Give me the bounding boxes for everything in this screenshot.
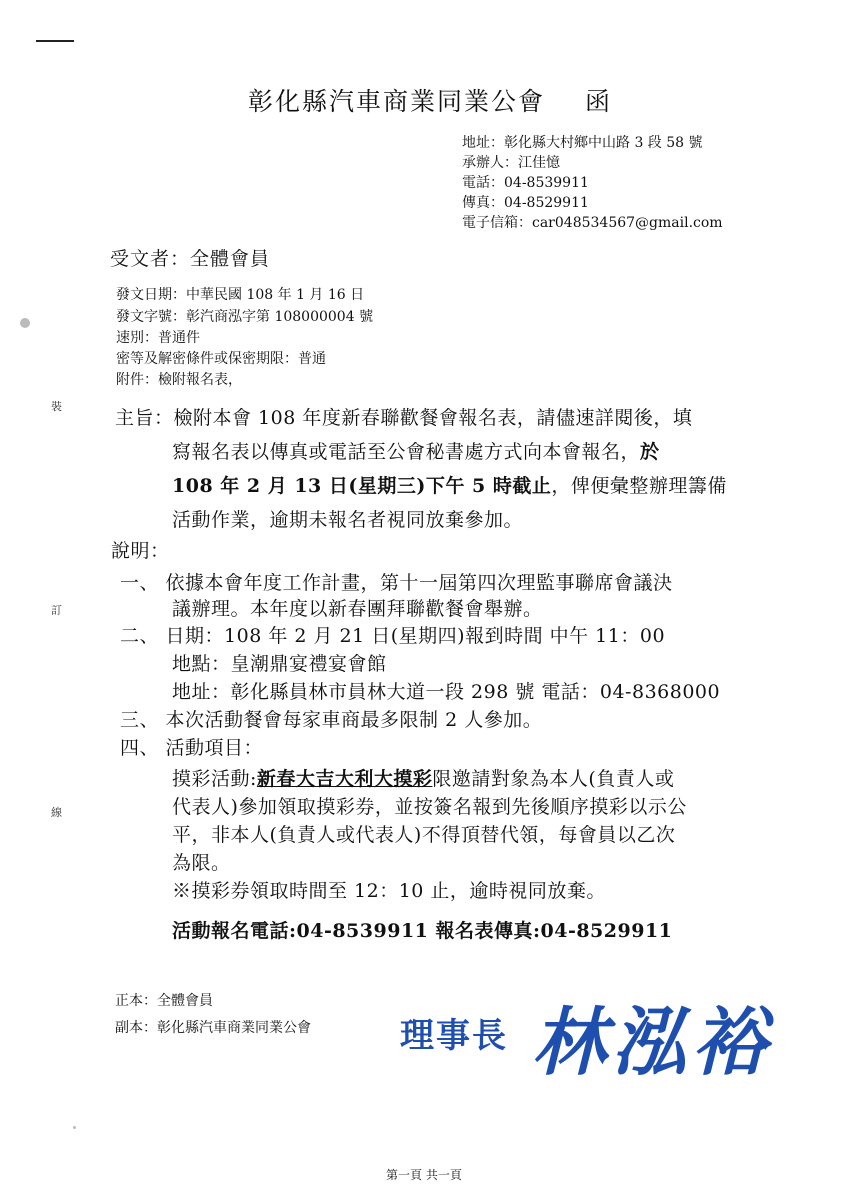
org-title: 彰化縣汽車商業同業公會	[248, 87, 546, 116]
document-title	[248, 82, 612, 118]
subject-line-2-text: 寫報名表以傳真或電話至公會秘書處方式向本會報名，	[172, 441, 641, 463]
subject-line-3	[172, 471, 727, 498]
item4-heading: 四、 活動項目：	[120, 737, 264, 759]
item4-paragraph-line-3: 平，非本人(負責人或代表人)不得頂替代領，每會員以乙次	[172, 824, 676, 846]
binding-mark-zhuang: 裝	[51, 400, 62, 413]
contact-handler: 承辦人：江佳憶	[462, 155, 560, 171]
item4-paragraph-line-1	[172, 764, 674, 791]
cc-copy: 副本：彰化縣汽車商業同業公會	[115, 1020, 311, 1036]
signature-role: 理事長	[400, 1016, 508, 1056]
item1-line-1: 一、 依據本會年度工作計畫，第十一屆第四次理監事聯席會議決	[120, 572, 673, 594]
recipient: 受文者：全體會員	[110, 248, 271, 270]
subject-line-2	[172, 437, 660, 464]
page-footer: 第一頁 共一頁	[386, 1168, 462, 1182]
scan-speck	[73, 1126, 76, 1129]
binding-mark-xian: 線	[51, 806, 62, 819]
registration-contact: 活動報名電話:04-8539911 報名表傳真:04-8529911	[172, 920, 673, 942]
attachment: 附件：檢附報名表，	[116, 372, 242, 388]
contact-address: 地址：彰化縣大村鄉中山路 3 段 58 號	[462, 135, 703, 151]
item4-lottery-label: 摸彩活動:	[172, 768, 257, 790]
item4-paragraph-line-2: 代表人)參加領取摸彩券，並按簽名報到先後順序摸彩以示公	[172, 796, 687, 818]
contact-phone: 電話：04-8539911	[462, 175, 589, 191]
item2-date: 二、 日期：108 年 2 月 21 日(星期四)報到時間 中午 11：00	[120, 625, 666, 647]
subject-line-1: 主旨：檢附本會 108 年度新春聯歡餐會報名表，請儘速詳閱後，填	[115, 407, 693, 429]
top-left-dash	[36, 40, 74, 42]
secrecy-level: 密等及解密條件或保密期限：普通	[116, 351, 326, 367]
scan-speck	[20, 318, 30, 328]
signature-name: 林泓裕	[532, 1000, 772, 1086]
subject-deadline-prefix: 於	[640, 441, 660, 463]
item4-note: ※摸彩券領取時間至 12：10 止，逾時視同放棄。	[172, 880, 606, 902]
subject-line-4: 活動作業，逾期未報名者視同放棄參加。	[172, 509, 524, 531]
issue-number: 發文字號：彰汽商泓字第 108000004 號	[116, 309, 374, 325]
item2-address: 地址：彰化縣員林市員林大道一段 298 號 電話：04-8368000	[172, 681, 721, 703]
item3: 三、 本次活動餐會每家車商最多限制 2 人參加。	[120, 709, 543, 731]
doc-type: 函	[585, 87, 613, 116]
binding-mark-ding: 訂	[51, 604, 62, 617]
item1-line-2: 議辦理。本年度以新春團拜聯歡餐會舉辦。	[172, 598, 543, 620]
item4-paragraph-line-4: 為限。	[172, 852, 231, 874]
explanation-heading: 說明：	[111, 540, 170, 562]
subject-line-3-text: ，俾便彙整辦理籌備	[551, 475, 727, 497]
contact-email: 電子信箱：car048534567@gmail.com	[462, 215, 723, 231]
delivery-speed: 速別：普通件	[116, 330, 200, 346]
subject-deadline: 108 年 2 月 13 日(星期三)下午 5 時截止	[172, 475, 552, 497]
item2-venue: 地點：皇潮鼎宴禮宴會館	[172, 653, 387, 675]
cc-original: 正本：全體會員	[115, 993, 213, 1009]
item4-lottery-name: 新春大吉大利大摸彩	[256, 768, 433, 790]
issue-date: 發文日期：中華民國 108 年 1 月 16 日	[116, 287, 365, 303]
contact-fax: 傳真：04-8529911	[462, 195, 589, 211]
item4-lottery-text: 限邀請對象為本人(負責人或	[432, 768, 675, 790]
